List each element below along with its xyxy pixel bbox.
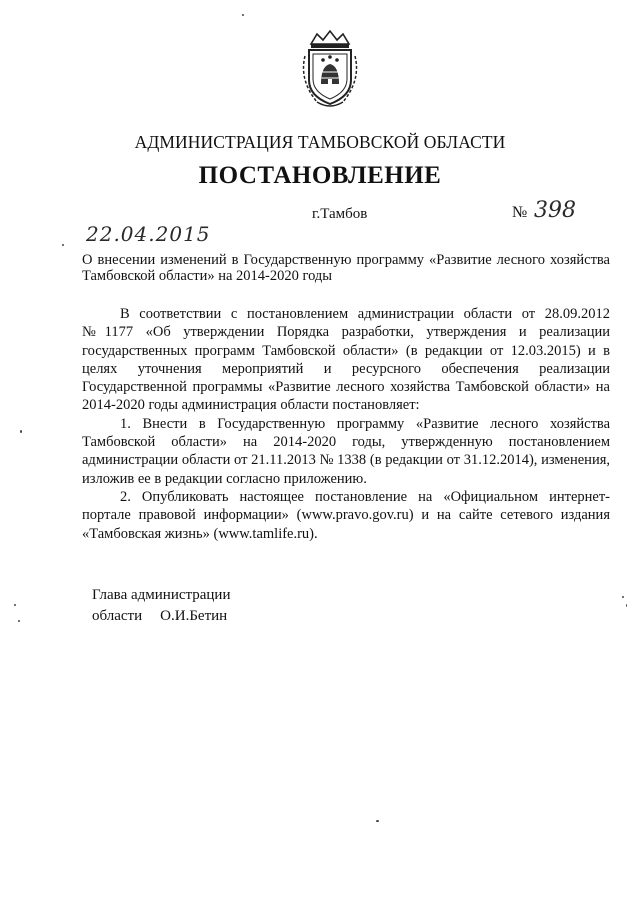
city-label: г.Тамбов [312,206,368,222]
item-1-paragraph: 1. Внести в Государственную программу «Развитие лесного хозяйства Тамбовской области» на 2014-2020 годы, утвержденную постановлением администрации области от 21.11.2013 № 1338 (в редакции от 31.12.2014), изменения, изложив ее в редакции согласно приложению. [82,415,610,487]
signature-block [92,585,230,627]
coat-of-arms-emblem [297,28,363,110]
scan-speck [622,596,624,598]
scan-speck [20,430,22,433]
document-subject: О внесении изменений в Государственную программу «Развитие лесного хозяйства Тамбовской области» на 2014-2020 годы [82,252,610,284]
signatory-name: О.И.Бетин [160,608,228,624]
scan-speck [626,604,627,607]
document-date: 22.04.2015 [86,222,211,246]
document-type-title: ПОСТАНОВЛЕНИЕ [198,162,442,189]
scan-speck [242,14,244,16]
item-2-paragraph: 2. Опубликовать настоящее постановление на «Официальном интернет-портале правовой информации» (www.pravo.gov.ru) и на сайте сетевого издания «Тамбовская жизнь» (www.tamlife.ru). [82,488,610,542]
signatory-title: Глава администрации [92,587,231,603]
scan-speck [62,244,64,246]
number-label: № [512,204,528,221]
signatory-row [92,606,230,627]
organization-title: АДМИНИСТРАЦИЯ ТАМБОВСКОЙ ОБЛАСТИ [134,132,506,152]
scan-speck [14,604,16,606]
scan-speck [18,620,20,622]
scan-speck [376,820,379,822]
signatory-title-2: области [92,608,143,624]
document-number: 398 [534,198,576,223]
preamble-paragraph: В соответствии с постановлением администрации области от 28.09.2012 №1177 «Об утверждении Порядка разработки, утверждения и реализации государственных программ Тамбовской области» (в редакции от 12.03.2015) и в целях уточнения мероприятий и ресурсного обеспечения реализации Государственной программы «Развитие лесного хозяйства Тамбовской области» на 2014-2020 годы администрация области постановляет: [82,306,610,414]
document-body [82,305,610,543]
